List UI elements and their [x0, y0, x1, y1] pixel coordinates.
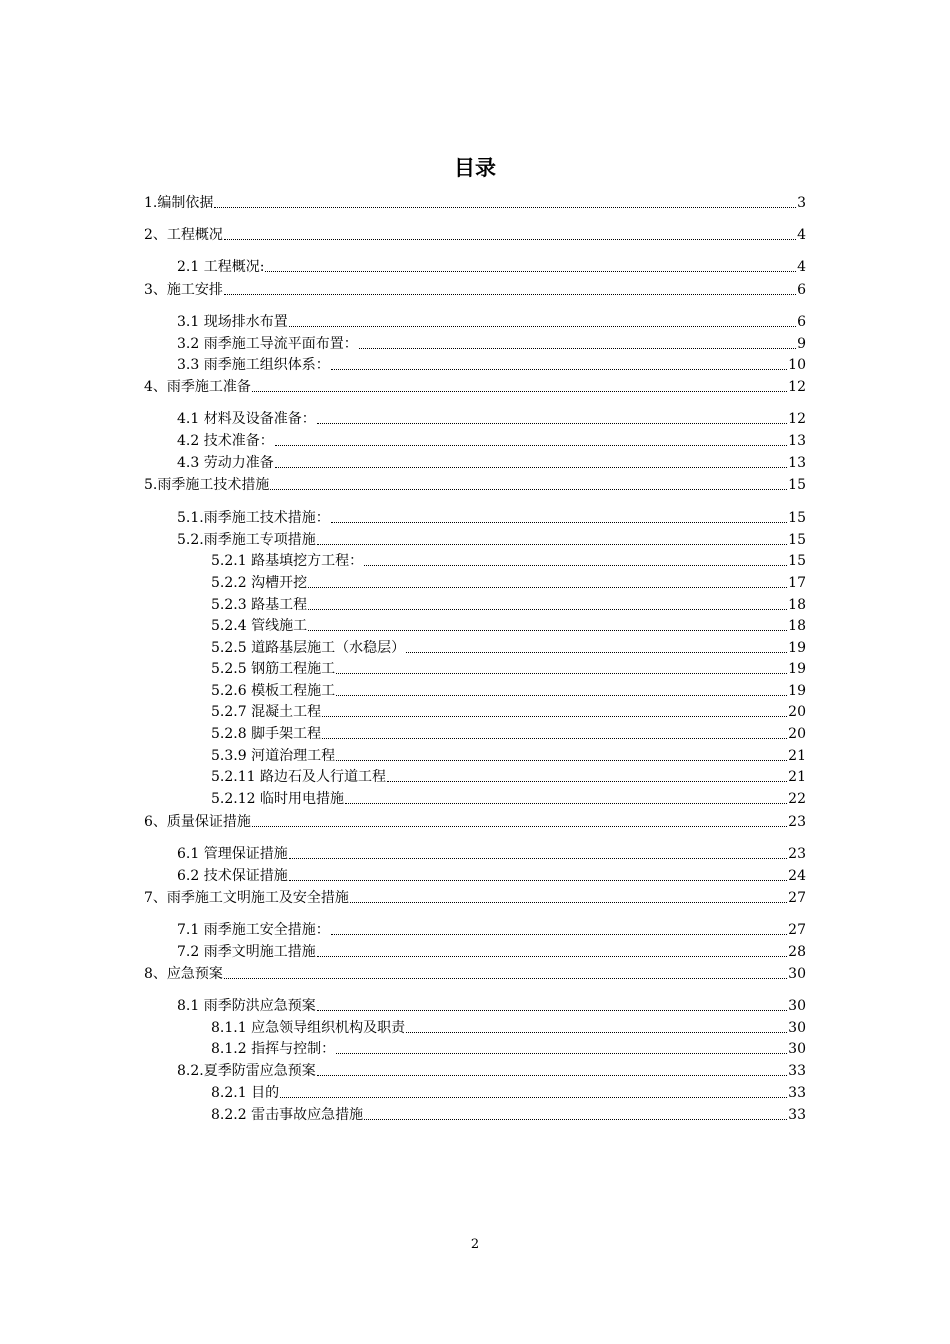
toc-entry-page: 9	[797, 336, 806, 352]
toc-dot-leader	[336, 760, 787, 761]
toc-dot-leader	[406, 1032, 787, 1033]
toc-entry-label: 3.3 雨季施工组织体系：	[177, 357, 330, 373]
toc-dot-leader	[224, 978, 787, 979]
toc-entry-label: 3、施工安排	[144, 282, 223, 298]
toc-dot-leader	[289, 858, 787, 859]
toc-dot-leader	[275, 445, 787, 446]
toc-dot-leader	[252, 826, 787, 827]
toc-entry[interactable]	[177, 313, 806, 331]
toc-entry[interactable]	[211, 747, 806, 765]
toc-dot-leader	[322, 716, 787, 717]
toc-entry-label: 7.1 雨季施工安全措施：	[177, 922, 330, 938]
toc-entry-label: 2、工程概况	[144, 227, 223, 243]
toc-entry-page: 33	[788, 1107, 806, 1123]
toc-entry[interactable]	[177, 509, 806, 527]
toc-entry[interactable]	[211, 574, 806, 592]
toc-entry-page: 19	[788, 661, 806, 677]
toc-entry[interactable]	[144, 226, 806, 244]
toc-entry-page: 13	[788, 455, 806, 471]
toc-entry-label: 5.2.8 脚手架工程	[211, 726, 322, 742]
toc-entry-label: 4.2 技术准备：	[177, 433, 274, 449]
toc-entry[interactable]	[211, 768, 806, 786]
toc-dot-leader	[364, 1119, 787, 1120]
toc-entry[interactable]	[211, 639, 806, 657]
toc-entry[interactable]	[211, 725, 806, 743]
toc-entry-page: 30	[788, 1041, 806, 1057]
toc-entry[interactable]	[211, 682, 806, 700]
toc-entry-label: 6.2 技术保证措施	[177, 868, 288, 884]
toc-dot-leader	[308, 587, 787, 588]
toc-entry-label: 6.1 管理保证措施	[177, 846, 288, 862]
toc-dot-leader	[317, 956, 787, 957]
toc-entry-label: 3.2 雨季施工导流平面布置：	[177, 336, 358, 352]
toc-entry-page: 15	[788, 510, 806, 526]
toc-entry-label: 5.2.2 沟槽开挖	[211, 575, 308, 591]
toc-dot-leader	[280, 1097, 787, 1098]
toc-entry[interactable]	[177, 921, 806, 939]
toc-entry-page: 20	[788, 704, 806, 720]
toc-entry-label: 4、雨季施工准备	[144, 379, 251, 395]
toc-entry[interactable]	[144, 378, 806, 396]
toc-entry-label: 5.2.5 钢筋工程施工	[211, 661, 336, 677]
toc-entry-label: 8.2.夏季防雷应急预案	[177, 1063, 316, 1079]
toc-entry-page: 22	[788, 791, 806, 807]
toc-entry-page: 23	[788, 814, 806, 830]
toc-dot-leader	[224, 239, 796, 240]
toc-entry[interactable]	[177, 531, 806, 549]
toc-entry[interactable]	[177, 943, 806, 961]
toc-entry-page: 23	[788, 846, 806, 862]
toc-entry-page: 10	[788, 357, 806, 373]
toc-entry[interactable]	[177, 845, 806, 863]
toc-entry-page: 17	[788, 575, 806, 591]
toc-entry-label: 8.1 雨季防洪应急预案	[177, 998, 316, 1014]
toc-dot-leader	[317, 1075, 787, 1076]
toc-dot-leader	[331, 934, 787, 935]
toc-entry[interactable]	[177, 1062, 806, 1080]
toc-entry[interactable]	[211, 552, 806, 570]
toc-entry[interactable]	[211, 1084, 806, 1102]
toc-entry-label: 3.1 现场排水布置	[177, 314, 288, 330]
toc-entry-page: 3	[797, 195, 806, 211]
toc-entry[interactable]	[211, 1019, 806, 1037]
toc-entry[interactable]	[144, 889, 806, 907]
toc-dot-leader	[224, 294, 796, 295]
toc-entry-page: 28	[788, 944, 806, 960]
toc-dot-leader	[364, 565, 787, 566]
toc-entry-page: 19	[788, 683, 806, 699]
toc-entry-label: 1.编制依据	[144, 195, 214, 211]
toc-entry[interactable]	[211, 1040, 806, 1058]
toc-dot-leader	[387, 781, 787, 782]
toc-dot-leader	[336, 695, 787, 696]
toc-entry[interactable]	[144, 813, 806, 831]
toc-entry[interactable]	[211, 790, 806, 808]
toc-entry-page: 18	[788, 618, 806, 634]
toc-entry-page: 6	[797, 282, 806, 298]
toc-entry[interactable]	[144, 476, 806, 494]
toc-entry-label: 6、质量保证措施	[144, 814, 251, 830]
toc-entry-page: 18	[788, 597, 806, 613]
toc-dot-leader	[308, 609, 787, 610]
toc-entry-label: 2.1 工程概况:	[177, 259, 265, 275]
toc-dot-leader	[270, 489, 787, 490]
toc-entry[interactable]	[211, 1106, 806, 1124]
toc-entry-page: 15	[788, 477, 806, 493]
toc-dot-leader	[350, 902, 787, 903]
toc-entry-page: 20	[788, 726, 806, 742]
toc-entry[interactable]	[177, 432, 806, 450]
toc-entry-page: 15	[788, 553, 806, 569]
toc-entry-label: 4.1 材料及设备准备：	[177, 411, 316, 427]
toc-entry-page: 6	[797, 314, 806, 330]
toc-entry-label: 5.2.4 管线施工	[211, 618, 308, 634]
toc-entry-page: 30	[788, 998, 806, 1014]
toc-entry[interactable]	[177, 454, 806, 472]
toc-entry-label: 5.2.3 路基工程	[211, 597, 308, 613]
toc-dot-leader	[359, 348, 796, 349]
toc-entry-label: 5.2.5 道路基层施工（水稳层）	[211, 640, 406, 656]
toc-entry-label: 5.2.11 路边石及人行道工程	[211, 769, 386, 785]
toc-dot-leader	[331, 369, 787, 370]
toc-entry-page: 12	[788, 411, 806, 427]
toc-entry-page: 13	[788, 433, 806, 449]
toc-title: 目录	[454, 156, 496, 180]
toc-entry-label: 4.3 劳动力准备	[177, 455, 274, 471]
toc-dot-leader	[317, 423, 787, 424]
toc-dot-leader	[331, 522, 787, 523]
toc-entry-page: 30	[788, 966, 806, 982]
toc-entry-label: 8.2.2 雷击事故应急措施	[211, 1107, 364, 1123]
toc-entry-label: 7、雨季施工文明施工及安全措施	[144, 890, 349, 906]
toc-entry-page: 27	[788, 890, 806, 906]
toc-entry-label: 5.3.9 河道治理工程	[211, 748, 336, 764]
toc-entry-label: 8.1.1 应急领导组织机构及职责	[211, 1020, 406, 1036]
toc-entry-label: 5.2.12 临时用电措施	[211, 791, 344, 807]
toc-dot-leader	[252, 391, 787, 392]
toc-entry[interactable]	[211, 617, 806, 635]
toc-dot-leader	[345, 803, 787, 804]
toc-entry-page: 33	[788, 1085, 806, 1101]
toc-dot-leader	[275, 467, 787, 468]
toc-entry[interactable]	[144, 194, 806, 212]
toc-entry[interactable]	[177, 410, 806, 428]
toc-entry-page: 21	[788, 748, 806, 764]
toc-dot-leader	[308, 630, 787, 631]
toc-entry-label: 5.2.1 路基填挖方工程：	[211, 553, 364, 569]
toc-entry-page: 4	[797, 259, 806, 275]
toc-entry[interactable]	[177, 356, 806, 374]
toc-entry-page: 12	[788, 379, 806, 395]
toc-dot-leader	[336, 673, 787, 674]
toc-entry[interactable]	[144, 281, 806, 299]
toc-entry-page: 19	[788, 640, 806, 656]
toc-dot-leader	[214, 207, 796, 208]
toc-entry-page: 21	[788, 769, 806, 785]
toc-entry[interactable]	[177, 258, 806, 276]
toc-dot-leader	[322, 738, 787, 739]
toc-entry-label: 7.2 雨季文明施工措施	[177, 944, 316, 960]
toc-entry-label: 5.2.6 模板工程施工	[211, 683, 336, 699]
toc-entry-label: 8.2.1 目的	[211, 1085, 280, 1101]
toc-dot-leader	[406, 652, 787, 653]
toc-entry-label: 8.1.2 指挥与控制：	[211, 1041, 336, 1057]
toc-entry-label: 5.2.7 混凝土工程	[211, 704, 322, 720]
toc-entry-label: 5.2.雨季施工专项措施	[177, 532, 316, 548]
toc-dot-leader	[317, 1010, 787, 1011]
toc-entry[interactable]	[211, 596, 806, 614]
toc-entry[interactable]	[177, 867, 806, 885]
toc-entry-page: 4	[797, 227, 806, 243]
toc-entry-label: 5.雨季施工技术措施	[144, 477, 270, 493]
toc-entry-page: 30	[788, 1020, 806, 1036]
toc-dot-leader	[265, 271, 796, 272]
toc-dot-leader	[289, 880, 787, 881]
toc-entry[interactable]	[144, 965, 806, 983]
toc-entry[interactable]	[177, 335, 806, 353]
toc-entry[interactable]	[211, 703, 806, 721]
toc-entry-label: 8、应急预案	[144, 966, 223, 982]
toc-entry-page: 33	[788, 1063, 806, 1079]
toc-dot-leader	[289, 326, 796, 327]
toc-dot-leader	[336, 1053, 787, 1054]
toc-entry[interactable]	[177, 997, 806, 1015]
page-number: 2	[470, 1237, 480, 1252]
toc-entry-page: 24	[788, 868, 806, 884]
toc-dot-leader	[317, 544, 787, 545]
toc-entry-page: 15	[788, 532, 806, 548]
toc-entry-label: 5.1.雨季施工技术措施：	[177, 510, 330, 526]
toc-entry[interactable]	[211, 660, 806, 678]
toc-entry-page: 27	[788, 922, 806, 938]
